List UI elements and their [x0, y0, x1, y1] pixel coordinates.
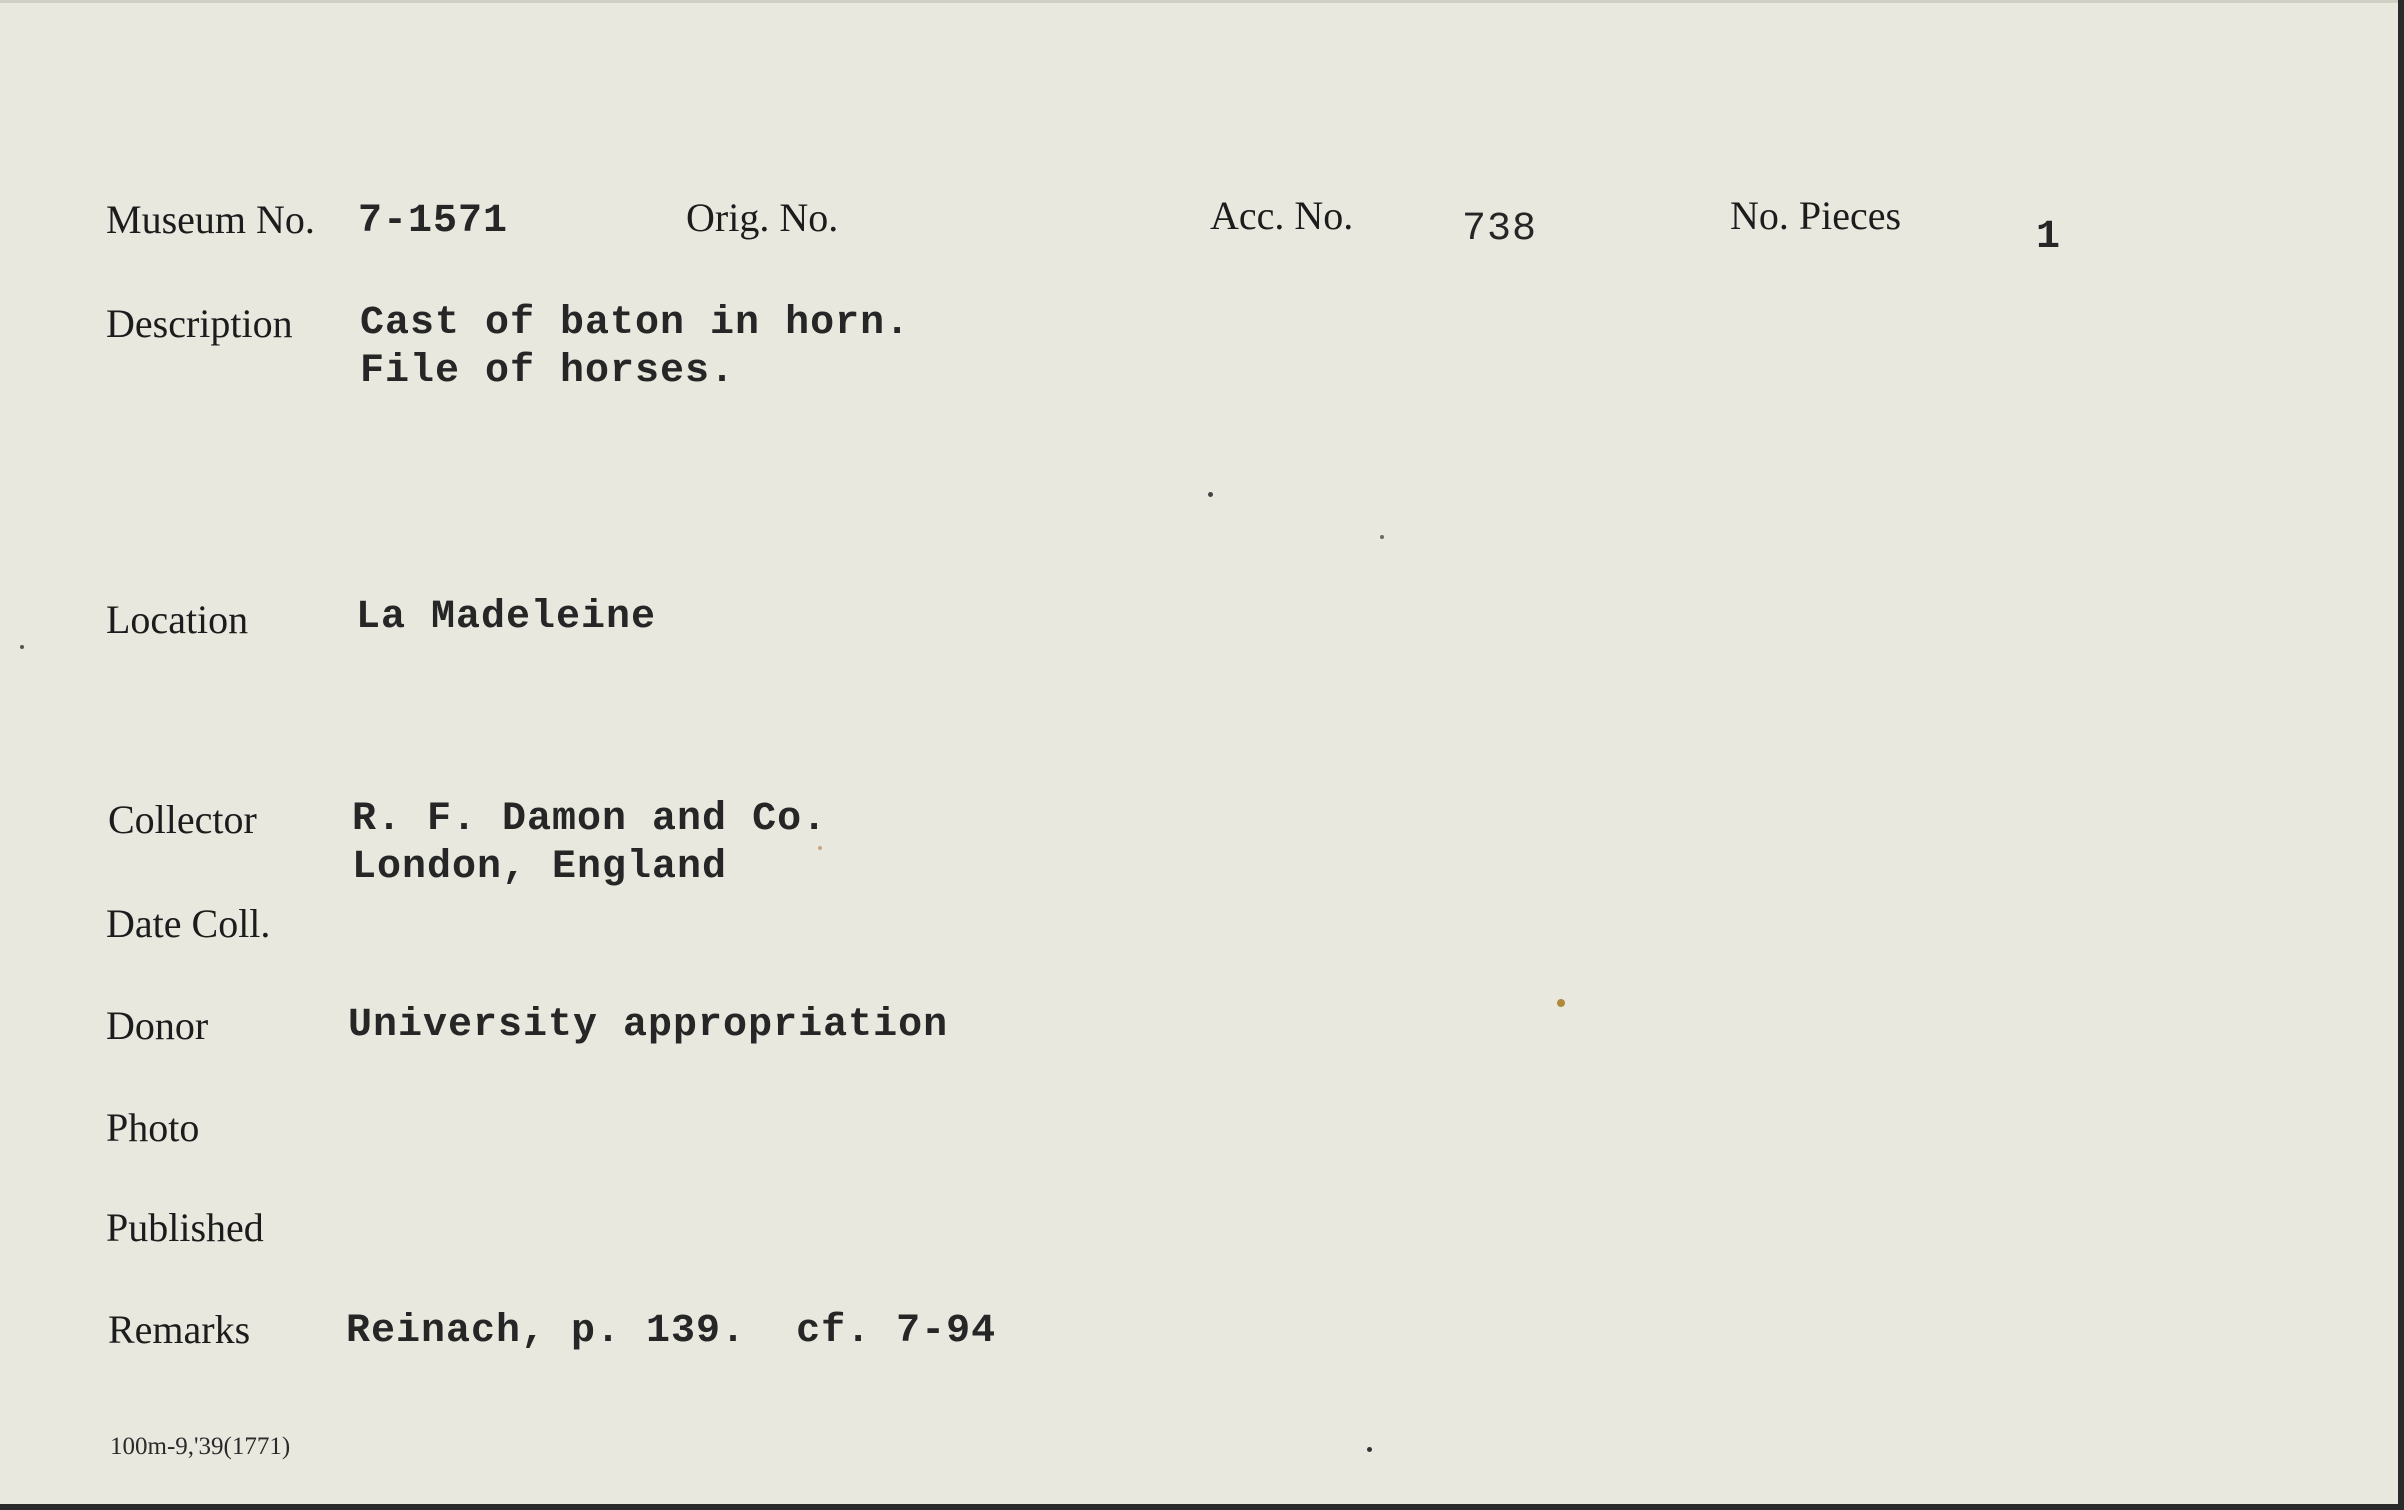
museum-no-value: 7-1571 — [358, 199, 509, 244]
card-speck — [818, 846, 822, 850]
remarks-label: Remarks — [108, 1307, 251, 1352]
collector-label: Collector — [108, 797, 257, 842]
card-speck — [1557, 999, 1565, 1007]
remarks-value: Reinach, p. 139. cf. 7-94 — [346, 1309, 997, 1354]
card-speck — [20, 645, 24, 649]
collector-value: R. F. Damon and Co. London, England — [352, 797, 828, 890]
orig-no-label: Orig. No. — [686, 195, 839, 240]
location-value: La Madeleine — [356, 595, 657, 640]
description-label: Description — [106, 301, 293, 346]
date-coll-label: Date Coll. — [106, 901, 271, 946]
museum-no-label: Museum No. — [106, 197, 315, 242]
no-pieces-value: 1 — [2036, 215, 2062, 260]
card-top-edge — [0, 0, 2398, 3]
donor-label: Donor — [106, 1003, 209, 1048]
card-speck — [1380, 535, 1384, 539]
description-value: Cast of baton in horn. File of horses. — [360, 301, 911, 394]
published-label: Published — [106, 1205, 264, 1250]
location-label: Location — [106, 597, 249, 642]
acc-no-label: Acc. No. — [1210, 193, 1354, 238]
donor-value: University appropriation — [348, 1003, 949, 1048]
card-speck — [1367, 1447, 1372, 1452]
photo-label: Photo — [106, 1105, 200, 1150]
form-print-code: 100m-9,'39(1771) — [110, 1433, 291, 1460]
no-pieces-label: No. Pieces — [1730, 193, 1902, 238]
card-speck — [1208, 492, 1213, 497]
acc-no-value: 738 — [1462, 207, 1538, 252]
